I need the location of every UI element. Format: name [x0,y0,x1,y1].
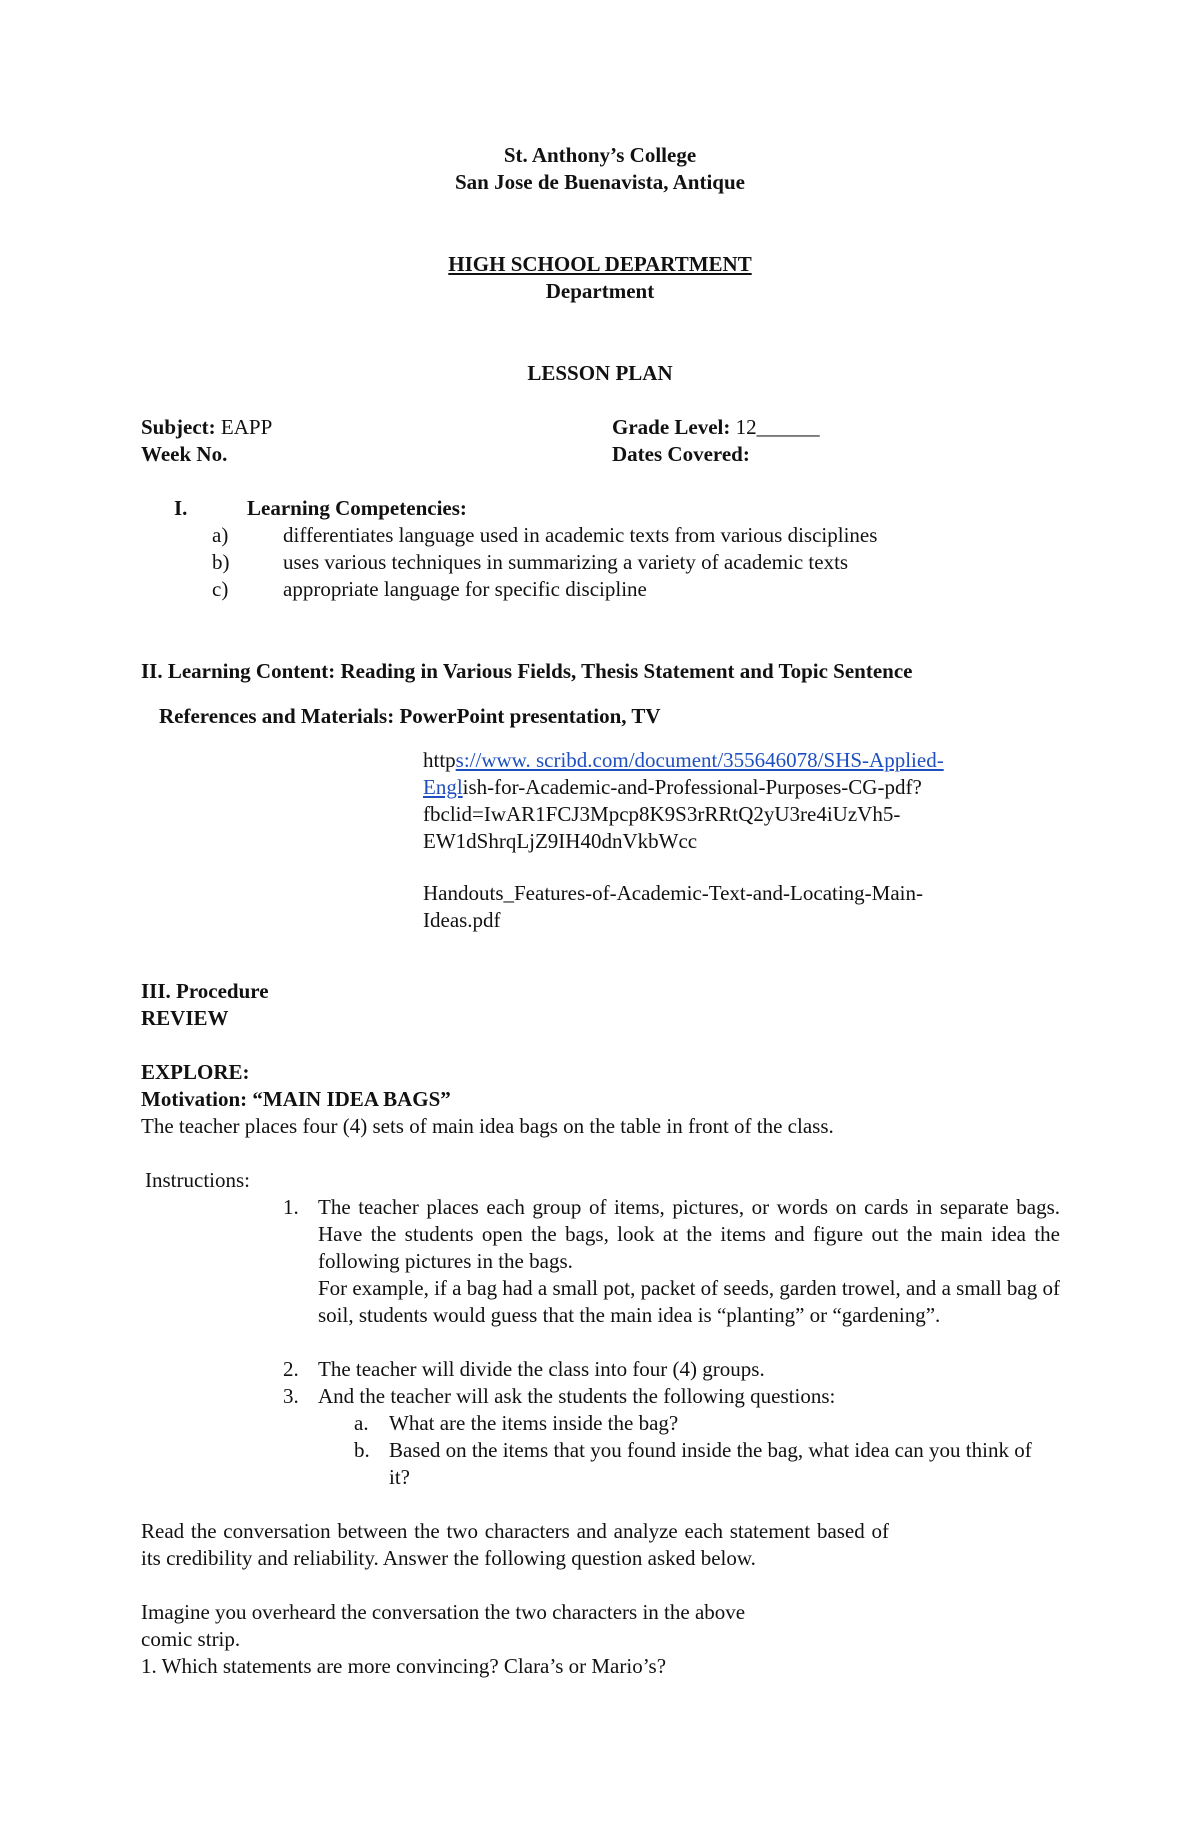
url-1-plain: http [423,748,456,772]
competency-item-c: appropriate language for specific discipline [283,577,647,601]
references-line: References and Materials: PowerPoint presentation, TV [159,704,661,728]
dates-label: Dates Covered: [612,442,750,466]
url-2-plain: ish-for-Academic-and-Professional-Purposes-CG-pdf? [462,775,922,799]
department-subtitle: Department [545,279,655,303]
imagine-line-1: Imagine you overheard the conversation the two characters in the above [141,1600,746,1624]
question-b-marker: b. [354,1438,370,1462]
question-a-marker: a. [354,1411,369,1435]
step-1-number: 1. [283,1195,299,1219]
handout-line-1: Handouts_Features-of-Academic-Text-and-Locating-Main- [423,881,924,905]
competency-marker-b: b) [212,550,230,574]
competency-marker-a: a) [212,523,229,547]
reference-url-line-2 [423,774,922,801]
motivation-heading: Motivation: “MAIN IDEA BAGS” [141,1087,451,1111]
question-b-text: Based on the items that you found inside the bag, what idea can you think of it? [389,1438,1032,1489]
step-3-text: And the teacher will ask the students the following questions: [318,1384,836,1408]
grade-label: Grade Level: [612,415,731,439]
step-2-text: The teacher will divide the class into four (4) groups. [318,1357,765,1381]
procedure-heading: III. Procedure [141,979,269,1003]
question-1: 1. Which statements are more convincing? Clara’s or Mario’s? [141,1654,667,1678]
review-heading: REVIEW [141,1006,229,1030]
step-1-text: The teacher places each group of items, pictures, or words on cards in separate bags. Have the students open the bags, look at the items and figure out the main idea the following pictures in the bags. [318,1195,1060,1273]
grade-line [612,414,820,441]
reference-link-part-1[interactable]: s://www. scribd.com/document/355646078/SHS-Applied- [455,748,944,772]
step-2-number: 2. [283,1357,299,1381]
procedure-intro: The teacher places four (4) sets of main idea bags on the table in front of the class. [141,1114,834,1138]
explore-heading: EXPLORE: [141,1060,250,1084]
department-title-text: HIGH SCHOOL DEPARTMENT [448,252,752,276]
step-3-number: 3. [283,1384,299,1408]
step-1-example: For example, if a bag had a small pot, packet of seeds, garden trowel, and a small bag of soil, students would guess that the main idea is “planting” or “gardening”. [318,1276,1060,1327]
reference-url-line-4: EW1dShrqLjZ9IH40dnVkbWcc [423,829,698,853]
imagine-line-2: comic strip. [141,1627,241,1651]
subject-line [141,414,272,441]
week-label: Week No. [141,442,228,466]
reference-link-part-2[interactable]: Engl [423,775,463,799]
question-a-text: What are the items inside the bag? [389,1411,679,1435]
conversation-instructions: Read the conversation between the two characters and analyze each statement based of its credibility and reliability. Answer the following question asked below. [141,1519,889,1570]
school-name: St. Anthony’s College [503,143,697,167]
handout-line-2: Ideas.pdf [423,908,501,932]
instructions-label: Instructions: [145,1168,250,1192]
subject-label: Subject: [141,415,216,439]
competency-marker-c: c) [212,577,229,601]
reference-url-line-1 [423,747,944,774]
reference-url-line-3: fbclid=IwAR1FCJ3Mpcp8K9S3rRRtQ2yU3re4iUzVh5- [423,802,901,826]
competencies-numeral: I. [174,496,188,520]
department-title [0,251,1200,278]
learning-content-line: II. Learning Content: Reading in Various Fields, Thesis Statement and Topic Sentence [141,659,913,683]
subject-value: EAPP [220,415,273,439]
grade-value: 12______ [735,415,820,439]
competency-item-b: uses various techniques in summarizing a variety of academic texts [283,550,849,574]
competencies-heading: Learning Competencies: [247,496,467,520]
competency-item-a: differentiates language used in academic texts from various disciplines [283,523,878,547]
document-title: LESSON PLAN [527,361,673,385]
school-location: San Jose de Buenavista, Antique [455,170,745,194]
